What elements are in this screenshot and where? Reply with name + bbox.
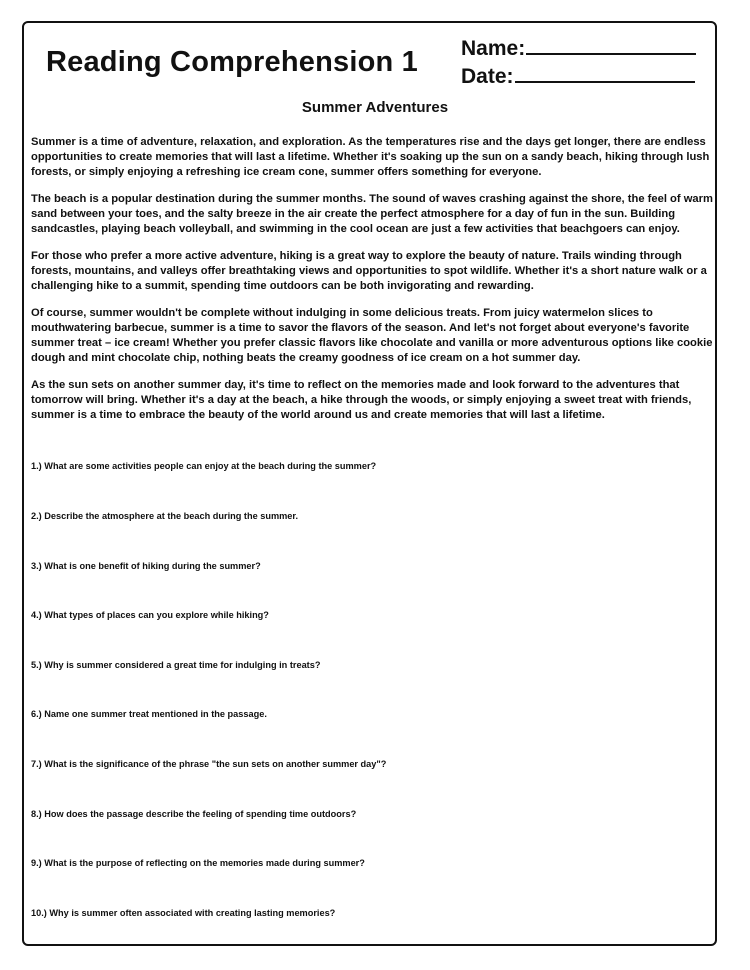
passage-title: Summer Adventures	[301, 99, 449, 116]
passage-paragraph: As the sun sets on another summer day, it's time to reflect on the memories made and look forward to the adventures that tomorrow will bring. Whether it's a day at the beach, a hike through the woods, or simply enjoying a sweet treat with friends, summer is a time to embrace the beauty of the world around us and create memories that will last a lifetime.	[31, 379, 692, 421]
question-item: 5.) Why is summer considered a great time for indulging in treats?	[31, 660, 321, 670]
date-label: Date:	[461, 65, 514, 88]
passage-paragraph: The beach is a popular destination during the summer months. The sound of waves crashing against the shore, the feel of warm sand between your toes, and the salty breeze in the air create the perfect atmosphere for a day of fun in the sun. Building sandcastles, playing beach volleyball, and swimming in the cool ocean are just a few activities that beachgoers can enjoy.	[31, 193, 713, 235]
passage-body	[31, 135, 716, 435]
question-item: 4.) What types of places can you explore while hiking?	[31, 610, 269, 620]
date-field	[461, 65, 695, 89]
name-field	[461, 37, 696, 61]
question-item: 1.) What are some activities people can enjoy at the beach during the summer?	[31, 461, 377, 471]
date-blank-line	[515, 67, 695, 83]
passage-paragraph: Of course, summer wouldn't be complete without indulging in some delicious treats. From juicy watermelon slices to mouthwatering barbecue, summer is a time to savor the flavors of the season. And let's not forget about everyone's favorite summer treat – ice cream! Whether you prefer classic flavors like chocolate and vanilla or more adventurous options like cookie dough and mint chocolate chip, nothing beats the creamy goodness of ice cream on a hot summer day.	[31, 307, 713, 364]
question-item: 2.) Describe the atmosphere at the beach during the summer.	[31, 511, 299, 521]
question-item: 10.) Why is summer often associated with creating lasting memories?	[31, 908, 336, 918]
name-blank-line	[526, 39, 696, 55]
name-label: Name:	[461, 37, 526, 60]
question-item: 3.) What is one benefit of hiking during the summer?	[31, 561, 261, 571]
question-item: 9.) What is the purpose of reflecting on the memories made during summer?	[31, 858, 365, 868]
passage-paragraph: For those who prefer a more active adventure, hiking is a great way to explore the beauty of nature. Trails winding through forests, mountains, and valleys offer breathtaking views and opportunities to spot wildlife. Whether it's a short nature walk or a challenging hike to a summit, spending time outdoors can be both invigorating and rewarding.	[31, 250, 707, 292]
question-item: 6.) Name one summer treat mentioned in the passage.	[31, 709, 267, 719]
question-item: 7.) What is the significance of the phrase "the sun sets on another summer day"?	[31, 759, 387, 769]
worksheet-title: Reading Comprehension 1	[46, 46, 418, 78]
question-item: 8.) How does the passage describe the feeling of spending time outdoors?	[31, 809, 357, 819]
passage-paragraph: Summer is a time of adventure, relaxation, and exploration. As the temperatures rise and the days get longer, there are endless opportunities to create memories that will last a lifetime. Whether it's soaking up the sun on a sandy beach, hiking through lush forests, or simply enjoying a refreshing ice cream cone, summer offers something for everyone.	[31, 136, 710, 178]
